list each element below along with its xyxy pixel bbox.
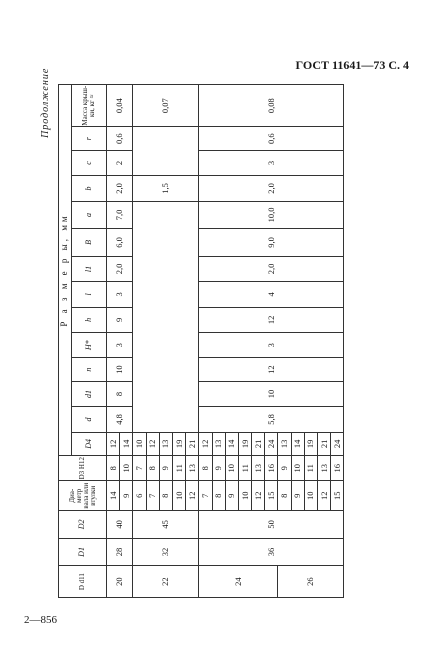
cell-blank (133, 201, 199, 432)
cell-shaft-diameter: 14 (107, 481, 120, 511)
cell-D1: 32 (133, 538, 199, 566)
page-number: 2—856 (24, 614, 57, 626)
cell-D3: 9 (159, 456, 172, 481)
cell-shaft-diameter: 9 (120, 481, 133, 511)
col-header-shaft-diameter: Диа- метр вала или втулки (59, 481, 107, 511)
cell-D4: 21 (318, 432, 331, 455)
cell-n: 10 (107, 358, 133, 381)
cell-mass: 0,08 (199, 85, 344, 127)
cell-shaft-diameter: 12 (318, 481, 331, 511)
col-header-l: l (72, 282, 107, 307)
cell-shaft-diameter: 7 (146, 481, 159, 511)
col-header-d1: d1 (72, 381, 107, 406)
cell-B: 10,0 (199, 201, 344, 229)
cell-D3: 8 (146, 456, 159, 481)
cell-D3: 11 (172, 456, 185, 481)
cell-D4: 19 (238, 432, 251, 455)
col-header-B: B (72, 229, 107, 257)
cell-D4: 13 (278, 432, 291, 455)
cell-shaft-diameter: 10 (172, 481, 185, 511)
cell-mass: 0,04 (107, 85, 133, 127)
col-header-D2: D2 (59, 511, 107, 539)
col-header-h: h (72, 307, 107, 332)
cell-a: 1,5 (133, 176, 199, 201)
cell-D3: 16 (265, 456, 278, 481)
cell-shaft-diameter: 9 (291, 481, 304, 511)
table-row (107, 85, 120, 598)
col-header-d: d (72, 407, 107, 432)
cell-a: 2,0 (107, 176, 133, 201)
col-header-r: r (72, 127, 107, 150)
cell-d: 5,8 (199, 407, 344, 432)
cell-l1: 6,0 (107, 229, 133, 257)
cell-D3: 13 (252, 456, 265, 481)
col-header-D: D d11 (59, 566, 107, 598)
cell-shaft-diameter: 12 (186, 481, 199, 511)
cell-H: 9 (107, 307, 133, 332)
col-header-l1: l1 (72, 256, 107, 281)
cell-h: 3 (107, 282, 133, 307)
cell-shaft-diameter: 6 (133, 481, 146, 511)
cell-h: 4 (199, 282, 344, 307)
table-row (133, 85, 146, 598)
cell-D4: 10 (133, 432, 146, 455)
cell-D3: 10 (225, 456, 238, 481)
cell-D3: 7 (133, 456, 146, 481)
cell-D4: 21 (186, 432, 199, 455)
page-header: ГОСТ 11641—73 С. 4 (295, 58, 409, 72)
col-header-D3: D3 H12 (59, 456, 107, 481)
cell-blank (133, 127, 199, 176)
cell-B: 7,0 (107, 201, 133, 229)
cell-D4: 13 (159, 432, 172, 455)
col-header-b: b (72, 176, 107, 201)
col-header-D4: D4 (72, 432, 107, 455)
cell-D3: 11 (304, 456, 317, 481)
cell-D4: 12 (107, 432, 120, 455)
col-header-H: H* (72, 333, 107, 358)
cell-d1: 8 (107, 381, 133, 406)
cell-D1: 28 (107, 538, 133, 566)
cell-D1: 36 (199, 538, 344, 566)
cell-D4: 21 (252, 432, 265, 455)
cell-d: 4,8 (107, 407, 133, 432)
table-row (199, 85, 212, 598)
cell-D3: 11 (238, 456, 251, 481)
cell-n: 12 (199, 358, 344, 381)
cell-shaft-diameter: 7 (199, 481, 212, 511)
continuation-caption: Продолжение (40, 67, 51, 138)
cell-c: 0,6 (107, 127, 133, 150)
col-header-mass: Масса крыш-ки, кг ≈ (72, 85, 107, 127)
cell-D: 24 (199, 566, 278, 598)
cell-D2: 50 (199, 511, 344, 539)
cell-D4: 12 (146, 432, 159, 455)
cell-n2: 3 (107, 333, 133, 358)
cell-l: 2,0 (199, 256, 344, 281)
cell-a: 2,0 (199, 176, 344, 201)
cell-D3: 16 (331, 456, 344, 481)
dimensions-group-header: Р а з м е р ы, мм (59, 85, 72, 456)
dimensions-table (58, 84, 344, 598)
cell-shaft-diameter: 9 (225, 481, 238, 511)
cell-D: 22 (133, 566, 199, 598)
cell-shaft-diameter: 8 (278, 481, 291, 511)
cell-shaft-diameter: 10 (238, 481, 251, 511)
cell-shaft-diameter: 8 (159, 481, 172, 511)
cell-shaft-diameter: 12 (252, 481, 265, 511)
cell-D4: 12 (199, 432, 212, 455)
cell-c: 0,6 (199, 127, 344, 150)
cell-D4: 24 (265, 432, 278, 455)
cell-H: 12 (199, 307, 344, 332)
cell-D4: 13 (212, 432, 225, 455)
cell-shaft-diameter: 15 (265, 481, 278, 511)
cell-d1: 10 (199, 381, 344, 406)
col-header-a: a (72, 201, 107, 229)
cell-D3: 9 (212, 456, 225, 481)
cell-D3: 13 (318, 456, 331, 481)
cell-D4: 14 (225, 432, 238, 455)
col-header-c: c (72, 150, 107, 175)
cell-shaft-diameter: 10 (304, 481, 317, 511)
cell-n2: 3 (199, 333, 344, 358)
cell-b: 2 (107, 150, 133, 175)
cell-D3: 13 (186, 456, 199, 481)
cell-shaft-diameter: 8 (212, 481, 225, 511)
cell-l1: 9,0 (199, 229, 344, 257)
cell-mass: 0,07 (133, 85, 199, 127)
cell-D3: 9 (278, 456, 291, 481)
cell-D3: 8 (107, 456, 120, 481)
cell-l: 2,0 (107, 256, 133, 281)
cell-shaft-diameter: 15 (331, 481, 344, 511)
cell-D4: 24 (331, 432, 344, 455)
cell-b: 3 (199, 150, 344, 175)
cell-D2: 45 (133, 511, 199, 539)
cell-D3: 10 (291, 456, 304, 481)
col-header-D1: D1 (59, 538, 107, 566)
cell-D4: 19 (172, 432, 185, 455)
cell-D4: 14 (291, 432, 304, 455)
cell-D3: 8 (199, 456, 212, 481)
cell-D2: 40 (107, 511, 133, 539)
cell-D4: 14 (120, 432, 133, 455)
rotated-table-container (58, 84, 408, 598)
col-header-n: n (72, 358, 107, 381)
cell-D: 26 (278, 566, 344, 598)
cell-D: 20 (107, 566, 133, 598)
cell-D3: 10 (120, 456, 133, 481)
cell-D4: 19 (304, 432, 317, 455)
